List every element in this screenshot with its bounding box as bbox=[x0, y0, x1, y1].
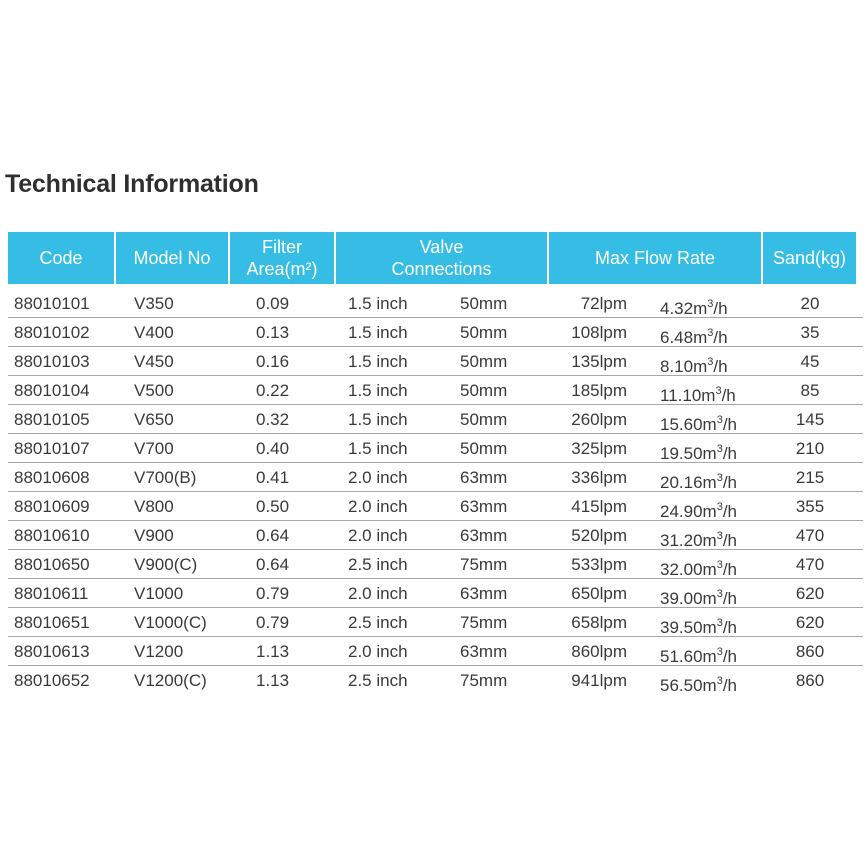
cell-code: 88010103 bbox=[14, 352, 90, 371]
cell-valve-mm: 75mm bbox=[460, 613, 508, 632]
header-flow-label: Max Flow Rate bbox=[594, 248, 716, 268]
cell-code: 88010650 bbox=[14, 555, 90, 574]
cell-filter-area: 0.64 bbox=[256, 555, 290, 574]
cell-model: V400 bbox=[134, 323, 174, 342]
cell-model: V350 bbox=[134, 294, 174, 313]
cell-model: V1000 bbox=[134, 584, 184, 603]
cell-model: V1200 bbox=[134, 642, 184, 661]
m3h-sup: 3 bbox=[707, 356, 714, 368]
cell-filter-area: 0.41 bbox=[256, 468, 290, 487]
m3h-value: 6.48m bbox=[660, 328, 708, 347]
cell-valve-inch: 2.0 inch bbox=[348, 584, 408, 603]
m3h-sup: 3 bbox=[716, 443, 723, 455]
cell-flow-m3h bbox=[660, 410, 737, 435]
cell-filter-area: 0.79 bbox=[256, 613, 290, 632]
m3h-tail: /h bbox=[722, 531, 738, 550]
m3h-tail: /h bbox=[722, 676, 738, 695]
cell-flow-lpm: 185lpm bbox=[571, 381, 627, 400]
cell-flow-m3h bbox=[660, 613, 737, 638]
m3h-tail: /h bbox=[722, 444, 738, 463]
m3h-sup: 3 bbox=[716, 414, 723, 426]
technical-info-table bbox=[8, 232, 863, 695]
cell-code: 88010651 bbox=[14, 613, 90, 632]
cell-flow-m3h bbox=[660, 526, 737, 551]
cell-code: 88010610 bbox=[14, 526, 90, 545]
header-sand bbox=[763, 232, 856, 284]
cell-sand: 20 bbox=[800, 294, 820, 313]
header-filter-line1: Filter bbox=[262, 237, 302, 257]
m3h-sup: 3 bbox=[716, 588, 723, 600]
cell-model: V650 bbox=[134, 410, 174, 429]
cell-valve-mm: 50mm bbox=[460, 439, 508, 458]
cell-model: V900 bbox=[134, 526, 174, 545]
cell-valve-inch: 1.5 inch bbox=[348, 439, 408, 458]
m3h-tail: /h bbox=[722, 647, 738, 666]
cell-valve-inch: 1.5 inch bbox=[348, 410, 408, 429]
cell-filter-area: 0.09 bbox=[256, 294, 290, 313]
m3h-value: 39.50m bbox=[660, 618, 717, 637]
cell-valve-mm: 50mm bbox=[460, 323, 508, 342]
table-row bbox=[8, 434, 863, 463]
table-row bbox=[8, 521, 863, 550]
cell-code: 88010101 bbox=[14, 294, 90, 313]
cell-valve-inch: 2.5 inch bbox=[348, 555, 408, 574]
cell-valve-inch: 2.5 inch bbox=[348, 671, 408, 690]
cell-flow-m3h bbox=[660, 381, 736, 406]
cell-code: 88010102 bbox=[14, 323, 90, 342]
cell-model: V700 bbox=[134, 439, 174, 458]
m3h-sup: 3 bbox=[716, 559, 723, 571]
m3h-tail: /h bbox=[722, 589, 738, 608]
m3h-sup: 3 bbox=[716, 530, 723, 542]
cell-flow-m3h bbox=[660, 642, 737, 667]
header-code-label: Code bbox=[39, 248, 83, 268]
cell-valve-mm: 50mm bbox=[460, 410, 508, 429]
m3h-value: 31.20m bbox=[660, 531, 717, 550]
cell-valve-mm: 75mm bbox=[460, 555, 508, 574]
cell-sand: 45 bbox=[800, 352, 820, 371]
cell-flow-lpm: 135lpm bbox=[571, 352, 627, 371]
cell-filter-area: 0.79 bbox=[256, 584, 290, 603]
table-header bbox=[8, 232, 863, 284]
cell-model: V900(C) bbox=[134, 555, 198, 574]
table-row bbox=[8, 550, 863, 579]
cell-flow-m3h bbox=[660, 468, 737, 493]
cell-valve-inch: 1.5 inch bbox=[348, 323, 408, 342]
header-filter-area bbox=[230, 232, 334, 284]
cell-flow-lpm: 520lpm bbox=[571, 526, 627, 545]
cell-flow-m3h bbox=[660, 323, 728, 348]
m3h-tail: /h bbox=[713, 328, 728, 347]
cell-code: 88010613 bbox=[14, 642, 90, 661]
table-row bbox=[8, 579, 863, 608]
cell-valve-inch: 1.5 inch bbox=[348, 381, 408, 400]
cell-flow-lpm: 336lpm bbox=[571, 468, 627, 487]
m3h-sup: 3 bbox=[715, 385, 722, 397]
cell-valve-inch: 2.5 inch bbox=[348, 613, 408, 632]
m3h-value: 15.60m bbox=[660, 415, 717, 434]
cell-code: 88010611 bbox=[14, 584, 89, 603]
header-sand-label: Sand(kg) bbox=[772, 248, 847, 268]
header-model bbox=[116, 232, 228, 284]
cell-valve-mm: 63mm bbox=[460, 468, 508, 487]
cell-flow-m3h bbox=[660, 555, 737, 580]
cell-valve-mm: 63mm bbox=[460, 526, 508, 545]
m3h-value: 8.10m bbox=[660, 357, 708, 376]
table-row bbox=[8, 405, 863, 434]
cell-flow-m3h bbox=[660, 294, 728, 319]
cell-code: 88010608 bbox=[14, 468, 90, 487]
cell-valve-mm: 50mm bbox=[460, 381, 508, 400]
cell-flow-m3h bbox=[660, 352, 728, 377]
cell-valve-mm: 75mm bbox=[460, 671, 508, 690]
table-row bbox=[8, 289, 863, 318]
cell-model: V1200(C) bbox=[134, 671, 207, 690]
cell-sand: 620 bbox=[795, 613, 825, 632]
cell-valve-inch: 1.5 inch bbox=[348, 294, 408, 313]
cell-code: 88010105 bbox=[14, 410, 90, 429]
cell-flow-lpm: 415lpm bbox=[571, 497, 627, 516]
m3h-sup: 3 bbox=[707, 298, 714, 310]
m3h-sup: 3 bbox=[716, 675, 723, 687]
m3h-value: 20.16m bbox=[660, 473, 717, 492]
cell-filter-area: 0.13 bbox=[256, 323, 290, 342]
cell-filter-area: 0.16 bbox=[256, 352, 290, 371]
cell-valve-inch: 2.0 inch bbox=[348, 468, 408, 487]
cell-valve-mm: 63mm bbox=[460, 584, 508, 603]
cell-valve-mm: 50mm bbox=[460, 352, 508, 371]
m3h-tail: /h bbox=[721, 386, 736, 405]
cell-filter-area: 1.13 bbox=[256, 671, 290, 690]
m3h-sup: 3 bbox=[707, 327, 714, 339]
m3h-value: 11.10m bbox=[660, 386, 716, 405]
header-filter-line2: Area(m²) bbox=[246, 259, 318, 279]
cell-filter-area: 0.40 bbox=[256, 439, 290, 458]
table-body bbox=[8, 289, 863, 695]
cell-model: V800 bbox=[134, 497, 174, 516]
m3h-tail: /h bbox=[713, 299, 728, 318]
m3h-tail: /h bbox=[722, 415, 738, 434]
m3h-tail: /h bbox=[722, 473, 738, 492]
cell-flow-lpm: 533lpm bbox=[571, 555, 627, 574]
cell-filter-area: 0.22 bbox=[256, 381, 290, 400]
m3h-value: 24.90m bbox=[660, 502, 717, 521]
cell-sand: 355 bbox=[795, 497, 825, 516]
cell-sand: 145 bbox=[795, 410, 825, 429]
cell-flow-m3h bbox=[660, 671, 737, 696]
table-row bbox=[8, 347, 863, 376]
m3h-sup: 3 bbox=[716, 501, 723, 513]
cell-flow-lpm: 650lpm bbox=[571, 584, 627, 603]
m3h-value: 19.50m bbox=[660, 444, 717, 463]
m3h-value: 51.60m bbox=[660, 647, 717, 666]
page-title: Technical Information bbox=[5, 170, 259, 198]
table-row bbox=[8, 666, 863, 695]
cell-filter-area: 0.32 bbox=[256, 410, 290, 429]
cell-valve-inch: 2.0 inch bbox=[348, 642, 408, 661]
cell-sand: 85 bbox=[800, 381, 820, 400]
cell-valve-inch: 2.0 inch bbox=[348, 526, 408, 545]
m3h-value: 4.32m bbox=[660, 299, 708, 318]
cell-filter-area: 0.50 bbox=[256, 497, 290, 516]
table-row bbox=[8, 637, 863, 666]
m3h-tail: /h bbox=[722, 618, 738, 637]
cell-code: 88010652 bbox=[14, 671, 90, 690]
cell-sand: 860 bbox=[795, 671, 825, 690]
cell-model: V700(B) bbox=[134, 468, 197, 487]
m3h-value: 39.00m bbox=[660, 589, 717, 608]
cell-flow-m3h bbox=[660, 497, 737, 522]
cell-filter-area: 1.13 bbox=[256, 642, 290, 661]
cell-flow-lpm: 860lpm bbox=[571, 642, 627, 661]
m3h-sup: 3 bbox=[716, 646, 723, 658]
cell-flow-m3h bbox=[660, 439, 737, 464]
cell-sand: 35 bbox=[800, 323, 820, 342]
cell-valve-mm: 63mm bbox=[460, 642, 508, 661]
cell-valve-mm: 63mm bbox=[460, 497, 508, 516]
cell-valve-inch: 1.5 inch bbox=[348, 352, 408, 371]
cell-sand: 620 bbox=[795, 584, 825, 603]
table-row bbox=[8, 376, 863, 405]
cell-flow-lpm: 325lpm bbox=[571, 439, 627, 458]
cell-flow-lpm: 941lpm bbox=[571, 671, 627, 690]
cell-sand: 470 bbox=[795, 555, 825, 574]
cell-sand: 215 bbox=[795, 468, 825, 487]
cell-sand: 210 bbox=[795, 439, 825, 458]
cell-sand: 860 bbox=[795, 642, 825, 661]
m3h-value: 56.50m bbox=[660, 676, 717, 695]
cell-valve-inch: 2.0 inch bbox=[348, 497, 408, 516]
m3h-value: 32.00m bbox=[660, 560, 717, 579]
header-max-flow-rate bbox=[549, 232, 761, 284]
m3h-tail: /h bbox=[713, 357, 728, 376]
m3h-tail: /h bbox=[722, 502, 738, 521]
cell-model: V450 bbox=[134, 352, 174, 371]
cell-sand: 470 bbox=[795, 526, 825, 545]
header-valve-connections bbox=[336, 232, 547, 284]
cell-model: V500 bbox=[134, 381, 174, 400]
table-row bbox=[8, 492, 863, 521]
cell-code: 88010107 bbox=[14, 439, 90, 458]
cell-flow-lpm: 260lpm bbox=[571, 410, 627, 429]
m3h-tail: /h bbox=[722, 560, 738, 579]
cell-model: V1000(C) bbox=[134, 613, 207, 632]
header-valve-line2: Connections bbox=[391, 259, 492, 279]
cell-flow-lpm: 72lpm bbox=[580, 294, 627, 313]
cell-valve-mm: 50mm bbox=[460, 294, 508, 313]
cell-flow-m3h bbox=[660, 584, 737, 609]
header-code bbox=[8, 232, 114, 284]
cell-flow-lpm: 658lpm bbox=[571, 613, 627, 632]
table-row bbox=[8, 463, 863, 492]
cell-code: 88010104 bbox=[14, 381, 90, 400]
table-row bbox=[8, 608, 863, 637]
header-model-label: Model No bbox=[133, 248, 211, 268]
cell-code: 88010609 bbox=[14, 497, 90, 516]
table-row bbox=[8, 318, 863, 347]
cell-filter-area: 0.64 bbox=[256, 526, 290, 545]
header-valve-line1: Valve bbox=[419, 237, 464, 257]
cell-flow-lpm: 108lpm bbox=[571, 323, 627, 342]
m3h-sup: 3 bbox=[716, 617, 723, 629]
m3h-sup: 3 bbox=[716, 472, 723, 484]
